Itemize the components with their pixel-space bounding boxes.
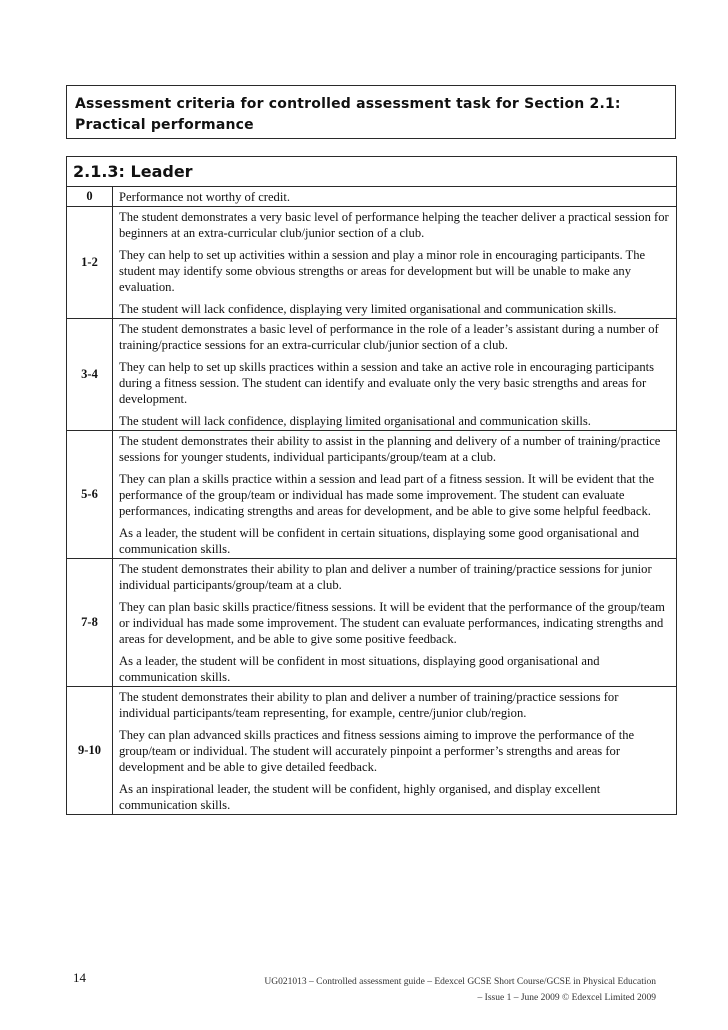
section-title: Assessment criteria for controlled assessment task for Section 2.1: Practical performance [66,85,676,139]
mark-band: 5-6 [67,431,113,558]
criteria-paragraph: The student demonstrates their ability to plan and deliver a number of training/practice sessions for junior individual participants/group/team at a club. [119,562,652,592]
document-footer [216,974,656,1006]
table-row [67,559,676,687]
criteria-description [113,187,676,206]
table-row [67,187,676,207]
criteria-paragraph: The student demonstrates their ability to plan and deliver a number of training/practice sessions for individual participants/team representing, for example, centre/junior club/region. [119,690,619,720]
criteria-paragraph: Performance not worthy of credit. [119,190,291,204]
criteria-paragraph: The student will lack confidence, displaying very limited organisational and communication skills. [119,302,617,316]
criteria-paragraph: They can help to set up activities within a session and play a minor role in encouraging participants. The student may identify some obvious strengths or areas for development but will be unable to make any evaluation. [119,248,646,294]
criteria-paragraph: As a leader, the student will be confident in most situations, displaying good organisational and communication skills. [119,654,600,684]
leader-criteria-table [66,156,677,815]
footer-line: – Issue 1 – June 2009 © Edexcel Limited 2009 [477,993,656,1003]
criteria-description [113,319,676,430]
criteria-paragraph: As an inspirational leader, the student will be confident, highly organised, and display excellent communication skills. [119,782,601,812]
mark-band: 3-4 [67,319,113,430]
criteria-description [113,559,676,686]
criteria-paragraph: As a leader, the student will be confident in certain situations, displaying some good organisational and communication skills. [119,526,640,556]
criteria-paragraph: They can plan basic skills practice/fitness sessions. It will be evident that the performance of the group/team or individual has made some improvement. The student can evaluate performances, indicating strengths and areas for development, and be able to give some positive feedback. [119,600,665,646]
mark-band: 0 [67,187,113,206]
criteria-paragraph: They can plan a skills practice within a session and lead part of a fitness session. It will be evident that the performance of the group/team or individual has made some improvement. The student can evaluate performances, indicating strengths and areas for development, and be able to give some helpful feedback. [119,472,655,518]
criteria-paragraph: The student demonstrates a very basic level of performance helping the teacher deliver a practical session for beginners at an extra-curricular club/junior section of a club. [119,210,669,240]
footer-line: UG021013 – Controlled assessment guide – Edexcel GCSE Short Course/GCSE in Physical Education [264,977,656,987]
mark-band: 1-2 [67,207,113,318]
criteria-paragraph: The student demonstrates a basic level of performance in the role of a leader’s assistant during a number of training/practice sessions for an extra-curricular club/junior section of a club. [119,322,659,352]
criteria-paragraph: They can plan advanced skills practices and fitness sessions aiming to improve the performance of the group/team or individual. The student will accurately pinpoint a performer’s strengths and areas for development and be able to give detailed feedback. [119,728,635,774]
criteria-description [113,207,676,318]
criteria-description [113,687,676,814]
page-number: 14 [73,970,86,985]
table-row [67,319,676,431]
table-row [67,431,676,559]
mark-band: 9-10 [67,687,113,814]
criteria-paragraph: They can help to set up skills practices within a session and take an active role in encouraging participants during a fitness session. The student can identify and evaluate only the very basic strengths and areas for development. [119,360,655,406]
criteria-paragraph: The student will lack confidence, displaying limited organisational and communication skills. [119,414,591,428]
table-row [67,687,676,814]
mark-band: 7-8 [67,559,113,686]
criteria-paragraph: The student demonstrates their ability to assist in the planning and delivery of a number of training/practice sessions for younger students, individual participants/group/team at a club. [119,434,661,464]
table-header: 2.1.3: Leader [67,157,676,187]
table-row [67,207,676,319]
criteria-description [113,431,676,558]
